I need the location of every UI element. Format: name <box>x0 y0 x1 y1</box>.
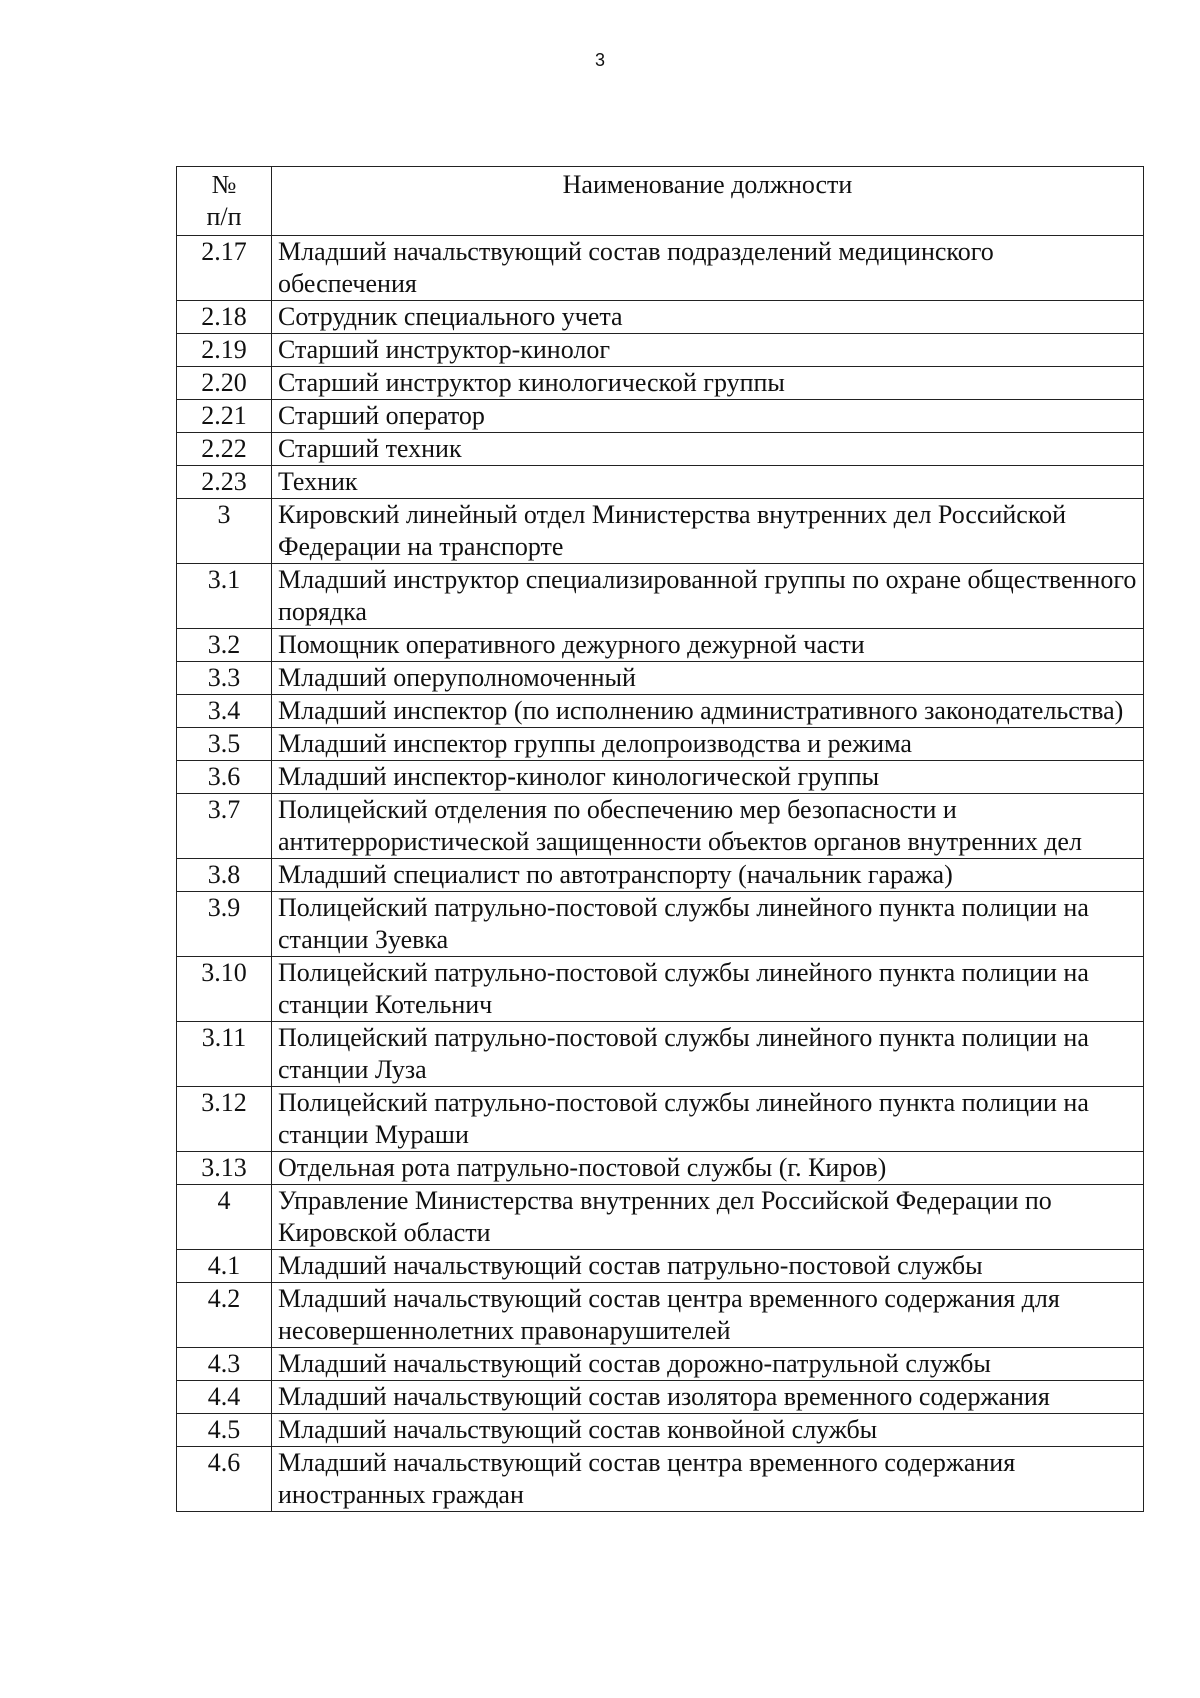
position-name-cell: Младший оперуполномоченный <box>272 662 1144 695</box>
table-row <box>177 662 1144 695</box>
table-row <box>177 1185 1144 1250</box>
position-name-cell: Младший инспектор (по исполнению административного законодательства) <box>272 695 1144 728</box>
row-number-cell: 3.5 <box>177 728 272 761</box>
row-number-cell: 4.1 <box>177 1250 272 1283</box>
row-number-cell: 3 <box>177 499 272 564</box>
row-number-cell: 3.2 <box>177 629 272 662</box>
table-row <box>177 400 1144 433</box>
row-number-cell: 2.19 <box>177 334 272 367</box>
position-name-cell: Старший инструктор кинологической группы <box>272 367 1144 400</box>
table-row <box>177 466 1144 499</box>
table-row <box>177 334 1144 367</box>
position-name-cell: Младший начальствующий состав патрульно-постовой службы <box>272 1250 1144 1283</box>
row-number-cell: 4.6 <box>177 1447 272 1512</box>
row-number-cell: 4.4 <box>177 1381 272 1414</box>
table-row <box>177 629 1144 662</box>
position-name-cell: Помощник оперативного дежурного дежурной части <box>272 629 1144 662</box>
column-header-number <box>177 167 272 236</box>
table-row <box>177 1152 1144 1185</box>
row-number-cell: 4.2 <box>177 1283 272 1348</box>
positions-table <box>176 166 1144 1512</box>
table-row <box>177 301 1144 334</box>
table-header-row <box>177 167 1144 236</box>
position-name-cell: Полицейский отделения по обеспечению мер безопасности и антитеррористической защищенности объектов органов внутренних дел <box>272 794 1144 859</box>
row-number-cell: 3.11 <box>177 1022 272 1087</box>
row-number-cell: 2.18 <box>177 301 272 334</box>
position-name-cell: Управление Министерства внутренних дел Российской Федерации по Кировской области <box>272 1185 1144 1250</box>
row-number-cell: 3.12 <box>177 1087 272 1152</box>
row-number-cell: 3.1 <box>177 564 272 629</box>
row-number-cell: 4.5 <box>177 1414 272 1447</box>
position-name-cell: Младший инспектор группы делопроизводства и режима <box>272 728 1144 761</box>
table-row <box>177 367 1144 400</box>
table-row <box>177 1348 1144 1381</box>
table-row <box>177 236 1144 301</box>
column-header-number-abbrev: п/п <box>206 202 242 231</box>
position-name-cell: Младший инспектор-кинолог кинологической группы <box>272 761 1144 794</box>
row-number-cell: 3.4 <box>177 695 272 728</box>
table-row <box>177 433 1144 466</box>
column-header-number-symbol: № <box>211 170 237 199</box>
table-row <box>177 892 1144 957</box>
row-number-cell: 3.9 <box>177 892 272 957</box>
position-name-cell: Младший начальствующий состав дорожно-патрульной службы <box>272 1348 1144 1381</box>
table-row <box>177 1087 1144 1152</box>
table-row <box>177 859 1144 892</box>
table-row <box>177 1283 1144 1348</box>
position-name-cell: Младший начальствующий состав изолятора временного содержания <box>272 1381 1144 1414</box>
row-number-cell: 2.20 <box>177 367 272 400</box>
row-number-cell: 2.17 <box>177 236 272 301</box>
row-number-cell: 3.8 <box>177 859 272 892</box>
row-number-cell: 3.13 <box>177 1152 272 1185</box>
position-name-cell: Младший начальствующий состав конвойной службы <box>272 1414 1144 1447</box>
position-name-cell: Старший оператор <box>272 400 1144 433</box>
row-number-cell: 2.23 <box>177 466 272 499</box>
table-row <box>177 1250 1144 1283</box>
position-name-cell: Полицейский патрульно-постовой службы линейного пункта полиции на станции Котельнич <box>272 957 1144 1022</box>
position-name-cell: Полицейский патрульно-постовой службы линейного пункта полиции на станции Зуевка <box>272 892 1144 957</box>
position-name-cell: Кировский линейный отдел Министерства внутренних дел Российской Федерации на транспорте <box>272 499 1144 564</box>
row-number-cell: 4 <box>177 1185 272 1250</box>
position-name-cell: Младший начальствующий состав подразделений медицинского обеспечения <box>272 236 1144 301</box>
row-number-cell: 4.3 <box>177 1348 272 1381</box>
position-name-cell: Техник <box>272 466 1144 499</box>
table-row <box>177 1381 1144 1414</box>
table-row <box>177 1414 1144 1447</box>
table-row <box>177 957 1144 1022</box>
column-header-position-name: Наименование должности <box>272 167 1144 236</box>
page-number: 3 <box>594 50 605 70</box>
position-name-cell: Младший специалист по автотранспорту (начальник гаража) <box>272 859 1144 892</box>
position-name-cell: Младший начальствующий состав центра временного содержания для несовершеннолетних правонарушителей <box>272 1283 1144 1348</box>
position-name-cell: Старший техник <box>272 433 1144 466</box>
table-row <box>177 728 1144 761</box>
row-number-cell: 2.21 <box>177 400 272 433</box>
table-row <box>177 1447 1144 1512</box>
table-row <box>177 1022 1144 1087</box>
table-row <box>177 499 1144 564</box>
position-name-cell: Младший инструктор специализированной группы по охране общественного порядка <box>272 564 1144 629</box>
row-number-cell: 3.3 <box>177 662 272 695</box>
table-row <box>177 564 1144 629</box>
position-name-cell: Полицейский патрульно-постовой службы линейного пункта полиции на станции Луза <box>272 1022 1144 1087</box>
row-number-cell: 3.7 <box>177 794 272 859</box>
position-name-cell: Полицейский патрульно-постовой службы линейного пункта полиции на станции Мураши <box>272 1087 1144 1152</box>
row-number-cell: 2.22 <box>177 433 272 466</box>
position-name-cell: Отдельная рота патрульно-постовой службы (г. Киров) <box>272 1152 1144 1185</box>
table-row <box>177 761 1144 794</box>
row-number-cell: 3.10 <box>177 957 272 1022</box>
table-body <box>177 236 1144 1512</box>
table-row <box>177 794 1144 859</box>
table-row <box>177 695 1144 728</box>
position-name-cell: Сотрудник специального учета <box>272 301 1144 334</box>
row-number-cell: 3.6 <box>177 761 272 794</box>
position-name-cell: Старший инструктор-кинолог <box>272 334 1144 367</box>
position-name-cell: Младший начальствующий состав центра временного содержания иностранных граждан <box>272 1447 1144 1512</box>
